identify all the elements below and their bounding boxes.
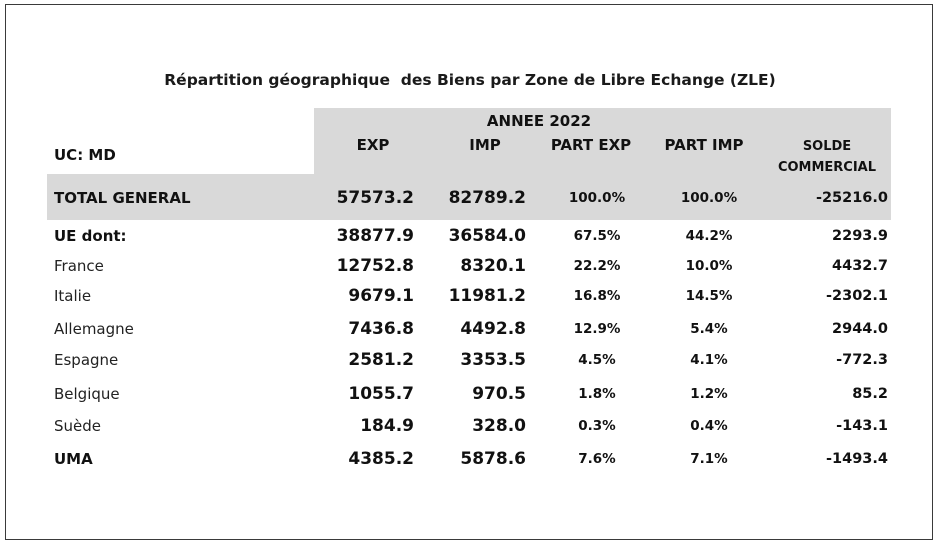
cell-imp: 11981.2 <box>448 286 526 306</box>
row-label: UE dont: <box>54 227 127 245</box>
column-header-part-exp: PART EXP <box>550 136 632 154</box>
cell-solde: -2302.1 <box>826 288 888 304</box>
cell-solde: 85.2 <box>852 386 888 402</box>
column-header-solde-line1: SOLDE <box>802 139 852 154</box>
cell-solde: -1493.4 <box>826 451 888 467</box>
table-row <box>0 221 940 251</box>
row-label: Suède <box>54 417 102 435</box>
cell-part-exp: 22.2% <box>573 258 621 274</box>
column-header-part-imp: PART IMP <box>664 136 744 154</box>
cell-imp: 328.0 <box>472 416 526 436</box>
cell-imp: 3353.5 <box>460 350 526 370</box>
row-label: Espagne <box>54 351 119 369</box>
cell-imp: 970.5 <box>472 384 526 404</box>
cell-part-imp: 1.2% <box>690 386 728 402</box>
cell-part-imp: 10.0% <box>685 258 733 274</box>
table-row <box>0 314 940 344</box>
cell-part-imp: 14.5% <box>685 288 733 304</box>
column-header-imp: IMP <box>469 136 501 154</box>
cell-solde: -772.3 <box>836 352 888 368</box>
cell-part-exp: 0.3% <box>578 418 616 434</box>
row-label: TOTAL GENERAL <box>54 189 191 207</box>
cell-exp: 7436.8 <box>348 319 414 339</box>
cell-part-exp: 12.9% <box>573 321 621 337</box>
cell-solde: -25216.0 <box>815 190 888 206</box>
cell-imp: 36584.0 <box>448 226 526 246</box>
cell-part-imp: 0.4% <box>690 418 728 434</box>
table-row <box>0 444 940 474</box>
table-row <box>0 411 940 441</box>
cell-exp: 4385.2 <box>348 449 414 469</box>
cell-exp: 9679.1 <box>348 286 414 306</box>
cell-exp: 184.9 <box>360 416 414 436</box>
cell-part-exp: 100.0% <box>568 190 626 206</box>
cell-solde: -143.1 <box>836 418 888 434</box>
cell-imp: 82789.2 <box>448 188 526 208</box>
table-row <box>0 345 940 375</box>
unit-label: UC: MD <box>54 146 116 164</box>
row-label: Italie <box>54 287 92 305</box>
cell-exp: 12752.8 <box>336 256 414 276</box>
cell-part-imp: 100.0% <box>680 190 738 206</box>
cell-part-imp: 4.1% <box>690 352 728 368</box>
cell-part-exp: 4.5% <box>578 352 616 368</box>
cell-exp: 38877.9 <box>336 226 414 246</box>
cell-imp: 5878.6 <box>460 449 526 469</box>
table-row <box>0 251 940 281</box>
year-header: ANNEE 2022 <box>486 112 592 130</box>
row-label: Allemagne <box>54 320 134 338</box>
cell-part-exp: 1.8% <box>578 386 616 402</box>
row-label: Belgique <box>54 385 120 403</box>
table-row <box>0 281 940 311</box>
cell-exp: 1055.7 <box>348 384 414 404</box>
cell-solde: 2944.0 <box>832 321 888 337</box>
column-header-solde <box>766 136 888 178</box>
cell-part-imp: 7.1% <box>690 451 728 467</box>
row-label: France <box>54 257 104 275</box>
cell-imp: 4492.8 <box>460 319 526 339</box>
cell-solde: 4432.7 <box>832 258 888 274</box>
cell-part-imp: 5.4% <box>690 321 728 337</box>
cell-imp: 8320.1 <box>460 256 526 276</box>
page-title: Répartition géographique des Biens par Zone de Libre Echange (ZLE) <box>164 71 776 89</box>
column-header-solde-line2: COMMERCIAL <box>777 160 877 175</box>
cell-part-exp: 67.5% <box>573 228 621 244</box>
column-header-exp: EXP <box>356 136 390 154</box>
cell-exp: 57573.2 <box>336 188 414 208</box>
cell-part-exp: 7.6% <box>578 451 616 467</box>
cell-exp: 2581.2 <box>348 350 414 370</box>
cell-solde: 2293.9 <box>832 228 888 244</box>
cell-part-exp: 16.8% <box>573 288 621 304</box>
table-row-total <box>0 183 940 213</box>
cell-part-imp: 44.2% <box>685 228 733 244</box>
table-row <box>0 379 940 409</box>
row-label: UMA <box>54 450 93 468</box>
